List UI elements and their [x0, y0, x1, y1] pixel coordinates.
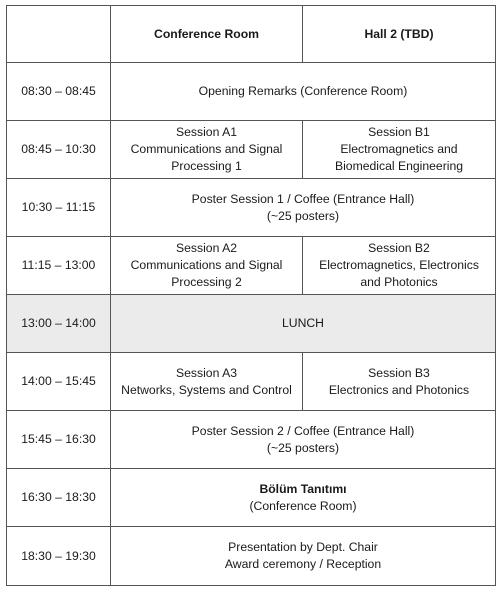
session-b3	[303, 353, 496, 411]
event-line: (~25 posters)	[266, 440, 340, 455]
schedule-row-opening	[7, 63, 496, 121]
session-topic: Electromagnetics and	[340, 142, 458, 156]
event-poster-session-1	[111, 179, 496, 237]
event-line: (Conference Room)	[249, 498, 357, 513]
event-title: Bölüm Tanıtımı	[259, 481, 347, 496]
time-cell: 16:30 – 18:30	[7, 469, 111, 527]
schedule-row-session-3	[7, 353, 496, 411]
header-row	[7, 6, 496, 63]
session-topic: Electromagnetics, Electronics	[319, 258, 479, 272]
schedule-row-closing	[7, 527, 496, 586]
session-topic: Electronics and Photonics	[328, 382, 470, 397]
time-cell: 08:45 – 10:30	[7, 121, 111, 179]
schedule-table	[6, 5, 496, 586]
event-department-introduction	[111, 469, 496, 527]
event-line: LUNCH	[282, 316, 324, 330]
time-cell: 13:00 – 14:00	[7, 295, 111, 353]
session-title: Session A2	[176, 241, 237, 255]
schedule-row-department-intro	[7, 469, 496, 527]
session-topic: and Photonics	[360, 275, 438, 289]
session-topic: Processing 2	[171, 275, 242, 289]
schedule-row-session-2	[7, 237, 496, 295]
session-topic: Networks, Systems and Control	[121, 382, 292, 397]
event-line: Award ceremony / Reception	[224, 557, 382, 571]
event-line: (~25 posters)	[266, 208, 340, 223]
schedule-row-poster-2	[7, 411, 496, 469]
event-lunch	[111, 295, 496, 353]
session-title: Session A1	[176, 125, 237, 139]
session-title: Session B2	[368, 241, 430, 255]
session-b2	[303, 237, 496, 295]
session-title: Session B1	[368, 125, 430, 139]
event-line: Presentation by Dept. Chair	[228, 540, 378, 554]
schedule-row-poster-1	[7, 179, 496, 237]
time-cell: 11:15 – 13:00	[7, 237, 111, 295]
session-a2	[111, 237, 303, 295]
time-cell: 18:30 – 19:30	[7, 527, 111, 586]
event-closing-ceremony	[111, 527, 496, 586]
event-opening-remarks	[111, 63, 496, 121]
session-title: Session A3	[176, 365, 237, 380]
schedule-row-lunch	[7, 295, 496, 353]
session-b1	[303, 121, 496, 179]
event-line: Poster Session 2 / Coffee (Entrance Hall)	[191, 423, 415, 438]
session-topic: Processing 1	[171, 159, 242, 173]
event-line: Poster Session 1 / Coffee (Entrance Hall)	[191, 191, 415, 206]
session-title: Session B3	[368, 365, 430, 380]
event-poster-session-2	[111, 411, 496, 469]
header-conference-room: Conference Room	[111, 6, 303, 63]
session-a3	[111, 353, 303, 411]
time-cell: 15:45 – 16:30	[7, 411, 111, 469]
schedule-row-session-1	[7, 121, 496, 179]
header-time-cell	[7, 6, 111, 63]
session-a1	[111, 121, 303, 179]
session-topic: Communications and Signal	[130, 142, 283, 156]
time-cell: 08:30 – 08:45	[7, 63, 111, 121]
session-topic: Biomedical Engineering	[334, 159, 464, 173]
event-line: Opening Remarks (Conference Room)	[198, 84, 408, 98]
header-hall-2: Hall 2 (TBD)	[303, 6, 496, 63]
time-cell: 14:00 – 15:45	[7, 353, 111, 411]
time-cell: 10:30 – 11:15	[7, 179, 111, 237]
session-topic: Communications and Signal	[130, 258, 283, 272]
